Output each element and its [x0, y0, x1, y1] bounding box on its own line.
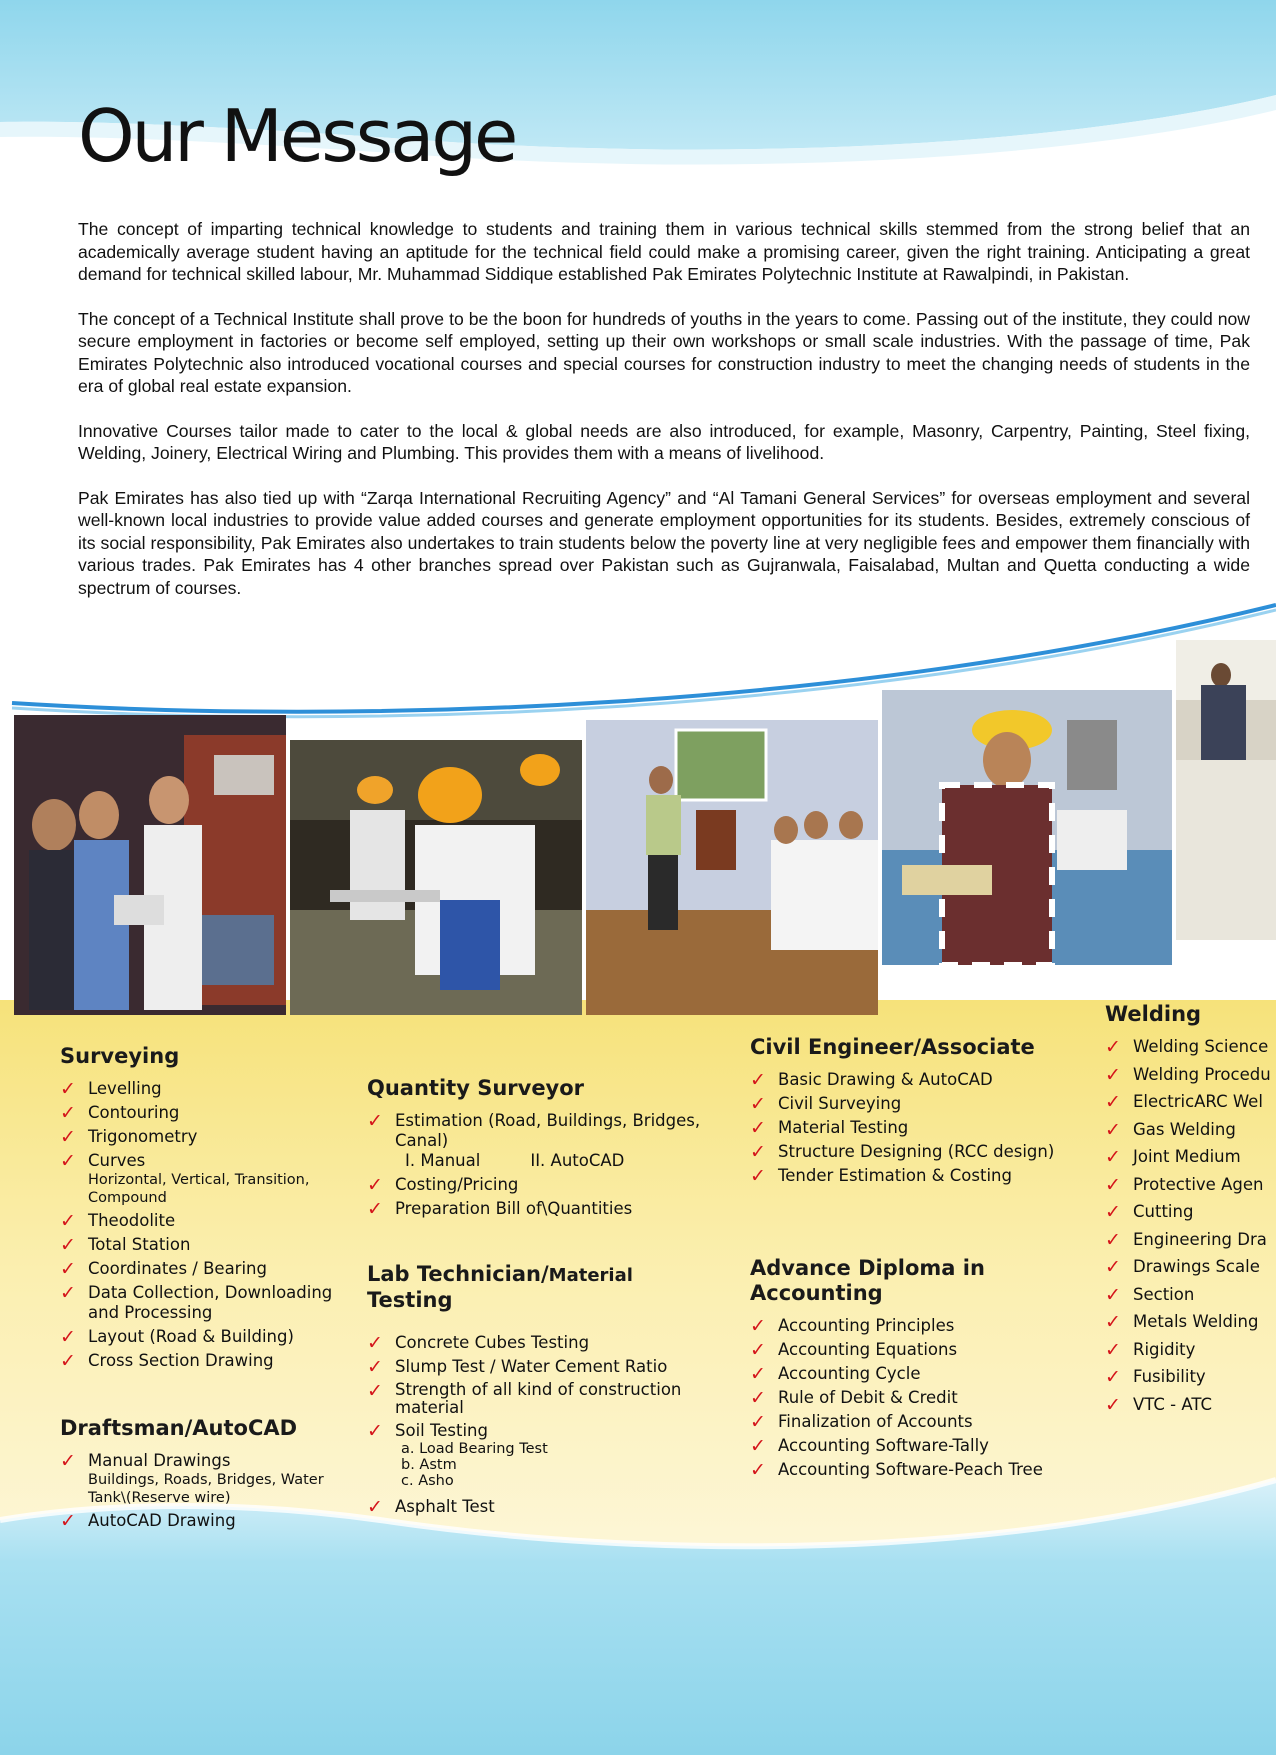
list-item: ✓ Welding Procedu — [1105, 1063, 1271, 1086]
check-icon: ✓ — [1105, 1146, 1121, 1168]
list-item: ✓ VTC - ATC — [1105, 1393, 1213, 1416]
check-icon: ✓ — [367, 1110, 383, 1132]
intro-paragraph: The concept of a Technical Institute shall prove to be the boon for hundreds of youths in the years to come. Passing out of the institute, they could now secure employment in factories or become self employed, setting up their own workshops or small scale industries. With the passage of time, Pak Emirates Polytechnic also introduced vocational courses and special courses for construction industry to meet the changing needs of students in the era of global real estate expansion. — [78, 308, 1250, 396]
check-icon: ✓ — [1105, 1091, 1121, 1113]
list-item: ✓ Trigonometry — [60, 1126, 198, 1148]
surveying-heading: Surveying — [60, 1044, 180, 1068]
list-item: ✓ Structure Designing (RCC design) — [750, 1141, 1055, 1163]
list-item: ✓ Levelling — [60, 1078, 162, 1100]
list-item: ✓ Concrete Cubes Testing — [367, 1332, 590, 1354]
check-icon: ✓ — [750, 1387, 766, 1409]
check-icon: ✓ — [367, 1174, 383, 1196]
check-icon: ✓ — [1105, 1393, 1121, 1416]
list-item: ✓ Protective Agen — [1105, 1173, 1264, 1196]
list-item: ✓ Gas Welding — [1105, 1118, 1236, 1141]
check-icon: ✓ — [750, 1165, 766, 1187]
list-item: ✓ Engineering Dra — [1105, 1228, 1267, 1251]
intro-paragraph: The concept of imparting technical knowledge to students and training them in various technical skills stemmed from the strong belief that an academically average student having an aptitude for the technical field could make a promising career, given the right training. Anticipating a great demand for technical skilled labour, Mr. Muhammad Siddique established Pak Emirates Polytechnic Institute at Rawalpindi, in Pakistan. — [78, 219, 1250, 284]
list-item: ✓ AutoCAD Drawing — [60, 1510, 236, 1532]
list-item: ✓ Metals Welding — [1105, 1311, 1259, 1333]
list-item: ✓ Theodolite — [60, 1210, 176, 1232]
check-icon: ✓ — [60, 1102, 76, 1124]
check-icon: ✓ — [60, 1326, 76, 1348]
check-icon: ✓ — [750, 1411, 766, 1433]
intro-paragraph: Innovative Courses tailor made to cater to the local & global needs are also introduced, for example, Masonry, Carpentry, Painting, Steel fixing, Welding, Joinery, Electrical Wiring and Plumbing. This provides them with a means of livelihood. — [78, 420, 1250, 463]
quantity-surveyor-heading: Quantity Surveyor — [367, 1076, 585, 1100]
draftsman-heading: Draftsman/AutoCAD — [60, 1416, 298, 1440]
list-item: ✓ Civil Surveying — [750, 1093, 902, 1115]
list-item: ✓ Accounting Equations — [750, 1339, 958, 1361]
list-item: ✓ Accounting Cycle — [750, 1363, 921, 1385]
check-icon: ✓ — [60, 1150, 76, 1172]
list-item: ✓ Drawings Scale — [1105, 1256, 1260, 1278]
list-item: ✓ Strength of all kind of construction material — [367, 1380, 682, 1417]
check-icon: ✓ — [750, 1069, 766, 1091]
check-icon: ✓ — [750, 1093, 766, 1115]
list-item: ✓ Curves Horizontal, Vertical, Transition, Compound — [60, 1151, 350, 1207]
curves-subtext: Horizontal, Vertical, Transition, Compound — [88, 1172, 310, 1206]
check-icon: ✓ — [1105, 1311, 1121, 1333]
check-icon: ✓ — [367, 1198, 383, 1220]
list-item: ✓ Material Testing — [750, 1117, 909, 1139]
check-icon: ✓ — [750, 1459, 766, 1481]
photo-welding-workshop — [290, 740, 582, 1015]
list-item: ✓ Data Collection, Downloading and Processing — [60, 1282, 333, 1322]
lab-technician-heading: Lab Technician/Material Testing — [367, 1262, 633, 1312]
list-item: ✓ Rigidity — [1105, 1338, 1196, 1361]
check-icon: ✓ — [60, 1210, 76, 1232]
check-icon: ✓ — [750, 1315, 766, 1337]
list-item: ✓ Joint Medium — [1105, 1146, 1241, 1168]
check-icon: ✓ — [750, 1435, 766, 1457]
draftsman-section — [60, 1416, 350, 1535]
check-icon: ✓ — [367, 1496, 383, 1518]
check-icon: ✓ — [1105, 1228, 1121, 1251]
list-item: ✓ Manual Drawings Buildings, Roads, Bridges, Water Tank\(Reserve wire) — [60, 1451, 350, 1507]
list-item: ✓ Coordinates / Bearing — [60, 1258, 267, 1280]
list-item: ✓ Slump Test / Water Cement Ratio — [367, 1356, 668, 1378]
check-icon: ✓ — [750, 1363, 766, 1385]
civil-engineer-heading: Civil Engineer/Associate — [750, 1035, 1035, 1059]
list-item: ✓ Contouring — [60, 1102, 180, 1124]
welding-heading: Welding — [1105, 1002, 1202, 1026]
check-icon: ✓ — [60, 1234, 76, 1256]
accounting-heading: Advance Diploma in Accounting — [750, 1256, 985, 1305]
check-icon: ✓ — [60, 1510, 76, 1532]
list-item: ✓ Finalization of Accounts — [750, 1411, 973, 1433]
check-icon: ✓ — [750, 1117, 766, 1139]
check-icon: ✓ — [60, 1350, 76, 1372]
list-item: ✓ Basic Drawing & AutoCAD — [750, 1069, 993, 1091]
list-item: ✓ Total Station — [60, 1234, 191, 1256]
accounting-section — [750, 1256, 1050, 1484]
check-icon: ✓ — [1105, 1201, 1121, 1223]
intro-paragraph: Pak Emirates has also tied up with “Zarqa International Recruiting Agency” and “Al Tamani General Services” for overseas employment and several well-known local industries to provide value added courses and generate employment opportunities for its students. Besides, extremely conscious of its social responsibility, Pak Emirates also undertakes to train students below the poverty line at very negligible fees and empower them financially with various trades. Pak Emirates has 4 other branches spread over Pakistan such as Gujranwala, Faisalabad, Multan and Quetta conducting a wide spectrum of courses. — [78, 487, 1250, 598]
list-item: ✓ Preparation Bill of\Quantities — [367, 1198, 633, 1220]
check-icon: ✓ — [60, 1450, 76, 1472]
list-item: ✓ Estimation (Road, Buildings, Bridges, Canal) I. Manual II. AutoCAD — [367, 1110, 701, 1170]
list-item: ✓ Section — [1105, 1283, 1195, 1306]
check-icon: ✓ — [60, 1126, 76, 1148]
list-item: ✓ Layout (Road & Building) — [60, 1326, 294, 1348]
list-item: ✓ Accounting Principles — [750, 1315, 955, 1337]
manual-drawings-subtext: Buildings, Roads, Bridges, Water Tank\(Reserve wire) — [88, 1472, 324, 1506]
list-item: ✓ Rule of Debit & Credit — [750, 1387, 958, 1409]
check-icon: ✓ — [60, 1258, 76, 1280]
check-icon: ✓ — [367, 1356, 383, 1378]
list-item: ✓ Cutting — [1105, 1201, 1194, 1223]
list-item: ✓ Tender Estimation & Costing — [750, 1165, 1012, 1187]
list-item: ✓ ElectricARC Wel — [1105, 1091, 1263, 1113]
check-icon: ✓ — [367, 1420, 383, 1442]
check-icon: ✓ — [60, 1282, 76, 1304]
photo-electrical-lab — [14, 715, 286, 1015]
photo-material-testing — [882, 690, 1172, 965]
check-icon: ✓ — [367, 1332, 383, 1354]
welding-section — [1105, 1002, 1276, 1422]
check-icon: ✓ — [1105, 1338, 1121, 1361]
check-icon: ✓ — [60, 1078, 76, 1100]
list-item: ✓ Costing/Pricing — [367, 1174, 519, 1196]
list-item: ✓ Welding Science — [1105, 1036, 1269, 1058]
list-item: ✓ Asphalt Test — [367, 1496, 495, 1518]
check-icon: ✓ — [1105, 1118, 1121, 1141]
list-item: ✓ Accounting Software-Peach Tree — [750, 1459, 1043, 1481]
photo-classroom — [586, 720, 878, 1015]
list-item: ✓ Fusibility — [1105, 1366, 1206, 1388]
check-icon: ✓ — [750, 1339, 766, 1361]
page-title: Our Message — [78, 94, 516, 178]
photo-workshop-right — [1176, 640, 1276, 940]
check-icon: ✓ — [750, 1141, 766, 1163]
check-icon: ✓ — [1105, 1173, 1121, 1196]
check-icon: ✓ — [1105, 1366, 1121, 1388]
check-icon: ✓ — [367, 1380, 383, 1402]
list-item: ✓ Soil Testing a. Load Bearing Test b. Astm c. Asho — [367, 1420, 548, 1489]
list-item: ✓ Accounting Software-Tally — [750, 1435, 989, 1457]
check-icon: ✓ — [1105, 1283, 1121, 1306]
quantity-surveyor-section — [367, 1076, 752, 1223]
check-icon: ✓ — [1105, 1256, 1121, 1278]
list-item: ✓ Cross Section Drawing — [60, 1350, 274, 1372]
check-icon: ✓ — [1105, 1036, 1121, 1058]
civil-engineer-section — [750, 1035, 1080, 1190]
lab-technician-section — [367, 1262, 727, 1521]
check-icon: ✓ — [1105, 1063, 1121, 1086]
intro-text — [78, 218, 1250, 621]
surveying-section — [60, 1044, 350, 1375]
